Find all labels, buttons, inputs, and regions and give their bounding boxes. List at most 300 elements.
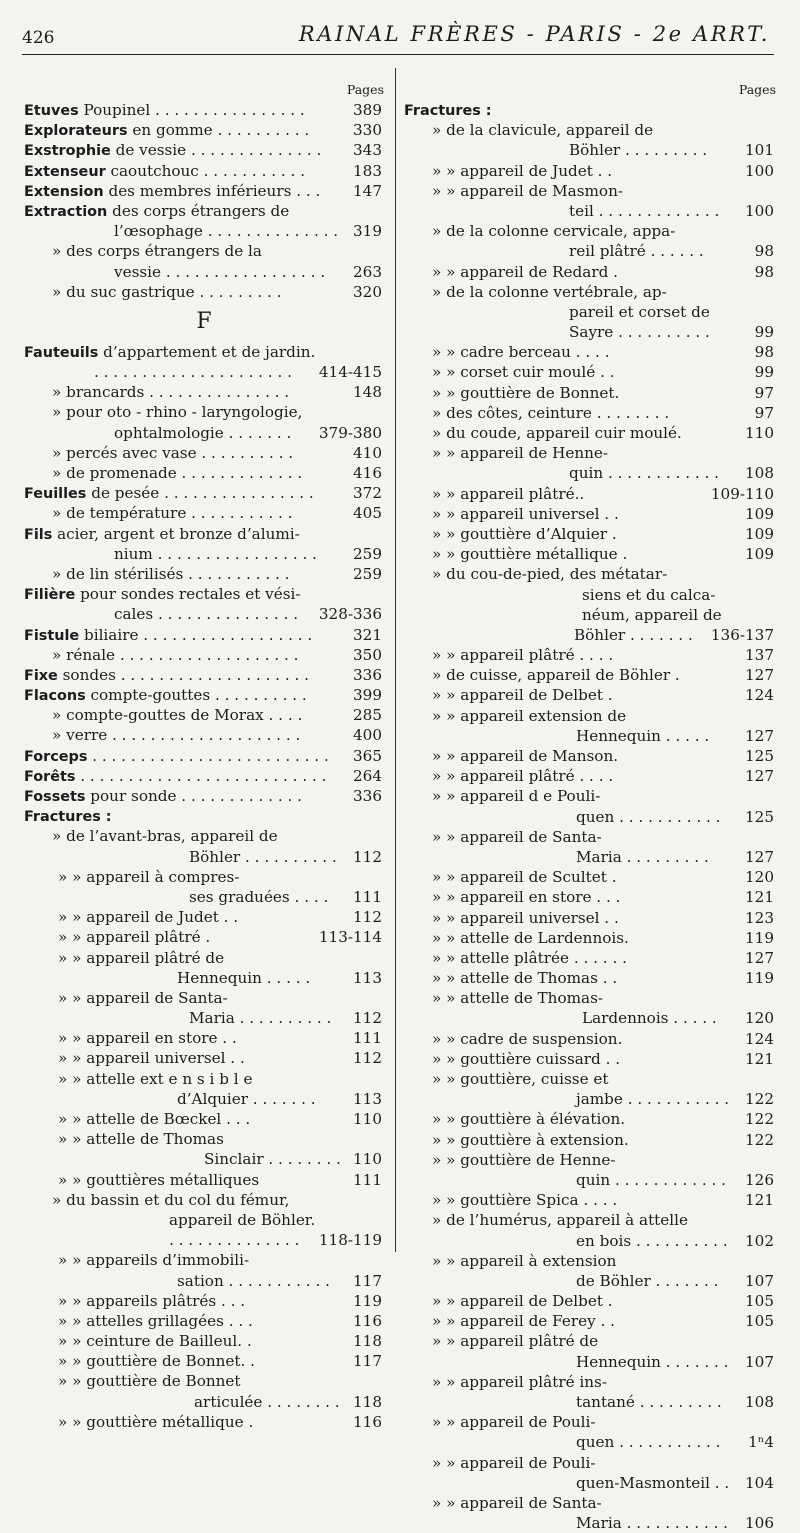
page-ref: 263 — [350, 262, 382, 282]
entry-text: » » appareil en store . . . — [432, 888, 621, 907]
entry-text: en bois . . . . . . . . . . — [576, 1231, 728, 1250]
entry-text: » » gouttières métalliques — [58, 1170, 260, 1189]
index-entry — [404, 1008, 776, 1028]
index-entry — [404, 564, 776, 584]
entry-label — [432, 827, 602, 847]
page-number: 426 — [22, 28, 55, 48]
entry-text: de pesée . . . . . . . . . . . . . . . . — [86, 484, 314, 503]
entry-label — [58, 1129, 224, 1149]
entry-label — [432, 706, 626, 726]
page-ref: 112 — [350, 1048, 382, 1068]
entry-label — [24, 161, 305, 181]
entry-text: » pour oto - rhino - laryngologie, — [52, 403, 303, 422]
entry-label — [52, 725, 300, 745]
entry-label — [576, 847, 709, 867]
page-ref: 98 — [752, 241, 774, 261]
index-entry — [24, 1230, 384, 1250]
entry-text: » » appareil universel . . — [58, 1049, 245, 1068]
entry-label — [58, 867, 239, 887]
entry-text: » » gouttière métallique . — [432, 545, 628, 564]
entry-label — [24, 685, 307, 705]
entry-text: » percés avec vase . . . . . . . . . . — [52, 443, 294, 462]
entry-label — [58, 1291, 245, 1311]
index-entry — [24, 1089, 384, 1109]
entry-label — [432, 1331, 598, 1351]
entry-label — [58, 1351, 255, 1371]
index-entry — [24, 746, 384, 766]
entry-label — [576, 1271, 718, 1291]
index-entry — [24, 1271, 384, 1291]
index-entry — [24, 483, 384, 503]
entry-label — [58, 1250, 249, 1270]
entry-label — [432, 948, 627, 968]
entry-label — [576, 1513, 728, 1533]
index-entry — [404, 100, 776, 120]
index-entry — [404, 827, 776, 847]
entry-text: » » appareil universel . . — [432, 908, 619, 927]
index-entry — [404, 1231, 776, 1251]
entry-label — [58, 948, 224, 968]
index-entry — [404, 181, 776, 201]
entry-text: » » appareil plâtré de — [432, 1332, 599, 1351]
entry-text: » » gouttière de Bonnet — [58, 1372, 241, 1391]
page-ref: 414-415 — [316, 362, 382, 382]
page-ref: 343 — [350, 140, 382, 160]
entry-label — [58, 927, 210, 947]
entry-label — [194, 1392, 340, 1412]
page-ref: 122 — [742, 1109, 774, 1129]
index-entry — [24, 181, 384, 201]
index-entry — [404, 1513, 776, 1533]
page-ref: 113-114 — [316, 927, 382, 947]
index-entry — [24, 1210, 384, 1230]
entry-text: » » appareils plâtrés . . . — [58, 1291, 246, 1310]
entry-text: cales . . . . . . . . . . . . . . . — [114, 605, 299, 624]
entry-heading: Etuves — [24, 103, 79, 119]
index-entry — [24, 786, 384, 806]
entry-text: » » cadre de suspension. — [432, 1029, 623, 1048]
entry-heading: Fistule — [24, 627, 80, 644]
entry-label — [52, 463, 302, 483]
index-entry — [404, 1432, 776, 1452]
index-entry — [404, 887, 776, 907]
index-entry — [404, 161, 776, 181]
entry-label — [404, 100, 492, 120]
entry-label — [576, 726, 709, 746]
index-entry — [24, 221, 384, 241]
page-ref: 109 — [742, 504, 774, 524]
entry-label — [189, 887, 328, 907]
entry-text: sondes . . . . . . . . . . . . . . . . . . . . — [57, 665, 309, 684]
entry-label — [24, 746, 329, 766]
page-ref: 99 — [752, 322, 774, 342]
entry-label — [582, 1008, 717, 1028]
page-ref: 122 — [742, 1130, 774, 1150]
entry-label — [432, 221, 675, 241]
entry-text: » du bassin et du col du fémur, — [52, 1190, 290, 1209]
entry-text: . . . . . . . . . . . . . . . . . . . . . . . . . — [87, 746, 329, 765]
entry-label — [432, 1493, 602, 1513]
entry-text: quin . . . . . . . . . . . . — [576, 1170, 727, 1189]
page-ref: 98 — [752, 262, 774, 282]
index-entry — [404, 1453, 776, 1473]
entry-heading: Feuilles — [24, 486, 87, 503]
entry-text: » » appareil à extension — [432, 1251, 617, 1270]
index-entry — [24, 1311, 384, 1331]
entry-label — [58, 907, 238, 927]
entry-label — [576, 1392, 722, 1412]
entry-text: siens et du calca- — [582, 585, 716, 604]
entry-label — [52, 1190, 289, 1210]
index-entry — [404, 443, 776, 463]
entry-label — [52, 826, 278, 846]
page-ref: 108 — [742, 1392, 774, 1412]
page-ref: 137 — [742, 645, 774, 665]
page-ref: 136-137 — [708, 625, 774, 645]
index-entry — [404, 867, 776, 887]
entry-text: » » attelle de Thomas- — [432, 989, 603, 1008]
page-ref: 100 — [742, 201, 774, 221]
page-ref: 109-110 — [708, 484, 774, 504]
index-entry — [24, 1250, 384, 1270]
entry-label — [432, 524, 617, 544]
entry-label — [569, 322, 710, 342]
entry-heading: Explorateurs — [24, 123, 128, 140]
index-entry — [404, 847, 776, 867]
index-entry — [404, 484, 776, 504]
entry-text: » du suc gastrique . . . . . . . . . — [52, 282, 282, 301]
index-entry — [404, 1412, 776, 1432]
page-ref: 147 — [350, 181, 382, 201]
entry-label — [24, 140, 321, 160]
entry-label — [94, 362, 292, 382]
page-ref: 119 — [350, 1291, 382, 1311]
index-entry — [24, 161, 384, 181]
entry-text: » » appareil plâtré ins- — [432, 1372, 607, 1391]
index-entry — [404, 1311, 776, 1331]
entry-text: » » appareil extension de — [432, 706, 627, 725]
entry-text: quen . . . . . . . . . . . — [576, 807, 721, 826]
entry-text: » » appareil de Manson. — [432, 747, 619, 765]
entry-label — [582, 605, 722, 625]
entry-text: Hennequin . . . . . — [576, 726, 710, 745]
index-entry — [404, 1372, 776, 1392]
index-entry — [404, 968, 776, 988]
index-entry — [24, 140, 384, 160]
entry-label — [432, 282, 667, 302]
entry-label — [52, 503, 293, 523]
page-ref: 117 — [350, 1351, 382, 1371]
index-entry — [24, 1392, 384, 1412]
page-ref: 97 — [752, 403, 774, 423]
index-entry — [404, 625, 776, 645]
pages-heading: Pages — [738, 82, 776, 97]
entry-label — [432, 544, 627, 564]
page-ref: 148 — [350, 382, 382, 402]
page-ref: 126 — [742, 1170, 774, 1190]
page-ref: 120 — [742, 1008, 774, 1028]
entry-label — [189, 1008, 331, 1028]
entry-label — [177, 1271, 330, 1291]
entry-heading: Forceps — [24, 748, 88, 765]
index-entry — [24, 685, 384, 705]
entry-label — [432, 1150, 615, 1170]
entry-text: ophtalmologie . . . . . . . — [114, 423, 292, 442]
page-ref: 105 — [742, 1311, 774, 1331]
index-entry — [404, 524, 776, 544]
page-ref: 102 — [742, 1231, 774, 1251]
entry-label — [432, 1453, 596, 1473]
page-ref: 120 — [742, 867, 774, 887]
index-entry — [404, 685, 776, 705]
page-ref: 99 — [752, 362, 774, 382]
entry-label — [432, 1029, 622, 1049]
entry-text: » » gouttière à élévation. — [432, 1110, 626, 1129]
entry-label — [576, 1231, 728, 1251]
entry-label — [432, 1251, 616, 1271]
entry-label — [432, 564, 667, 584]
entry-label — [52, 564, 289, 584]
page-ref: 379-380 — [316, 423, 382, 443]
entry-text: » » gouttière de Bonnet. — [432, 383, 620, 402]
entry-text: » » appareil de Henne- — [432, 444, 609, 463]
entry-text: de vessie . . . . . . . . . . . . . . — [110, 141, 322, 160]
page-ref: 259 — [350, 544, 382, 564]
entry-text: . . . . . . . . . . . . . . . . . . . . . — [94, 363, 292, 382]
index-entry — [24, 625, 384, 645]
entry-label — [177, 968, 310, 988]
page-ref: 105 — [742, 1291, 774, 1311]
index-entry — [404, 1109, 776, 1129]
entry-label — [114, 423, 291, 443]
page-ref: 389 — [350, 100, 382, 120]
entry-label — [24, 665, 309, 685]
entry-text: » » gouttière de Henne- — [432, 1150, 616, 1169]
page-ref: 264 — [350, 766, 382, 786]
page-ref: 183 — [350, 161, 382, 181]
entry-text: sation . . . . . . . . . . . — [177, 1271, 330, 1290]
entry-label — [24, 786, 302, 806]
entry-label — [58, 1371, 241, 1391]
entry-label — [169, 1230, 299, 1250]
index-entry — [404, 1392, 776, 1412]
index-entry — [404, 1271, 776, 1291]
page-ref: 125 — [742, 746, 774, 766]
index-entry — [404, 766, 776, 786]
entry-label — [576, 1089, 729, 1109]
entry-label — [432, 1049, 620, 1069]
entry-text: » » attelles grillagées . . . — [58, 1311, 253, 1330]
index-entry — [24, 1351, 384, 1371]
page-ref: 113 — [350, 1089, 382, 1109]
page-ref: 101 — [742, 140, 774, 160]
page-ref: 109 — [742, 524, 774, 544]
entry-text: » » gouttière d’Alquier . — [432, 524, 617, 543]
entry-text: » » attelle de Thomas — [58, 1130, 224, 1149]
index-entry — [24, 1028, 384, 1048]
entry-label — [576, 1432, 720, 1452]
page-ref: 124 — [742, 685, 774, 705]
entry-label — [432, 262, 618, 282]
entry-text: biliaire . . . . . . . . . . . . . . . . . . — [79, 625, 313, 644]
page-ref: 321 — [350, 625, 382, 645]
page-ref: 122 — [742, 1089, 774, 1109]
index-entry — [24, 1371, 384, 1391]
entry-label — [114, 262, 325, 282]
entry-label — [114, 544, 317, 564]
entry-label — [58, 1412, 253, 1432]
index-entry — [24, 927, 384, 947]
entry-label — [24, 524, 300, 544]
index-entry — [24, 968, 384, 988]
index-entry — [404, 786, 776, 806]
index-entry — [24, 1149, 384, 1169]
entry-label — [432, 1210, 688, 1230]
entry-text: Sinclair . . . . . . . . — [204, 1150, 341, 1169]
page-ref: 259 — [350, 564, 382, 584]
index-entry — [24, 766, 384, 786]
page-ref: 285 — [350, 705, 382, 725]
entry-label — [432, 423, 682, 443]
page-ref: 118 — [350, 1331, 382, 1351]
column-divider — [395, 68, 396, 1252]
page-ref: 328-336 — [316, 604, 382, 624]
entry-text: » » gouttière, cuisse et — [432, 1070, 609, 1088]
entry-label — [432, 1291, 613, 1311]
entry-label — [24, 120, 309, 140]
entry-heading: Extraction — [24, 203, 108, 220]
page-ref: 123 — [742, 908, 774, 928]
entry-label — [24, 100, 305, 120]
page-ref: 118-119 — [316, 1230, 382, 1250]
entry-label — [189, 847, 337, 867]
page-ref: 107 — [742, 1271, 774, 1291]
entry-text: » de la colonne cervicale, appa- — [432, 222, 676, 241]
entry-text: acier, argent et bronze d’alumi- — [52, 524, 300, 543]
index-entry — [24, 503, 384, 523]
entry-label — [574, 625, 693, 645]
entry-text: Sayre . . . . . . . . . . — [569, 323, 710, 342]
index-entry — [24, 907, 384, 927]
entry-text: Hennequin . . . . . — [177, 968, 311, 987]
page-ref: 104 — [742, 1473, 774, 1493]
index-entry — [404, 1473, 776, 1493]
index-entry — [24, 443, 384, 463]
page-ref: 100 — [742, 161, 774, 181]
index-entry — [24, 1412, 384, 1432]
entry-text: jambe . . . . . . . . . . . — [576, 1090, 730, 1109]
entry-label — [569, 463, 719, 483]
index-entry — [404, 706, 776, 726]
entry-label — [432, 120, 653, 140]
entry-text: Böhler . . . . . . . — [574, 625, 693, 644]
index-entry — [404, 423, 776, 443]
entry-label — [169, 1210, 315, 1230]
entry-text: » » cadre berceau . . . . — [432, 343, 610, 362]
entry-text: » » appareil de Masmon- — [432, 181, 623, 200]
entry-text: » compte-gouttes de Morax . . . . — [52, 706, 303, 725]
index-entry — [404, 1130, 776, 1150]
index-entry — [404, 1352, 776, 1372]
entry-text: » » appareil plâtré.. — [432, 484, 585, 503]
index-entry — [24, 806, 384, 826]
entry-text: » » appareils d’immobili- — [58, 1251, 250, 1270]
entry-label — [58, 1069, 252, 1089]
entry-text: » » appareil de Scultet . — [432, 868, 617, 887]
entry-heading: Fossets — [24, 789, 86, 805]
entry-label — [177, 1089, 316, 1109]
entry-label — [432, 362, 615, 382]
page-ref: 121 — [742, 887, 774, 907]
index-entry — [24, 826, 384, 846]
pages-heading: Pages — [346, 82, 384, 97]
entry-label — [52, 443, 293, 463]
entry-text: compte-gouttes . . . . . . . . . . — [85, 686, 307, 705]
index-entry — [404, 282, 776, 302]
index-entry — [24, 262, 384, 282]
entry-heading: Exstrophie — [24, 143, 111, 160]
entry-label — [58, 988, 228, 1008]
entry-label — [432, 746, 618, 766]
index-entry — [404, 463, 776, 483]
entry-text: tantané . . . . . . . . . — [576, 1393, 722, 1411]
entry-text: » de l’avant-bras, appareil de — [52, 827, 278, 846]
page-ref: 108 — [742, 463, 774, 483]
entry-text: » » appareil en store . . — [58, 1029, 237, 1048]
entry-text: » » appareil de Judet . . — [432, 161, 613, 180]
entry-text: Böhler . . . . . . . . . — [569, 141, 708, 160]
entry-label — [432, 161, 612, 181]
entry-heading: Flacons — [24, 688, 86, 705]
page-ref: 119 — [742, 928, 774, 948]
entry-label — [432, 504, 619, 524]
index-entry — [24, 201, 384, 221]
index-entry — [404, 504, 776, 524]
entry-label — [58, 1109, 250, 1129]
index-entry — [404, 1493, 776, 1513]
page-ref: 336 — [350, 665, 382, 685]
entry-label — [24, 342, 315, 362]
entry-text: en gomme . . . . . . . . . . — [127, 121, 310, 140]
entry-label — [432, 867, 617, 887]
index-entry — [404, 928, 776, 948]
entry-text: » » appareil de Delbet . — [432, 686, 613, 705]
index-entry — [404, 403, 776, 423]
index-entry — [404, 383, 776, 403]
entry-label — [432, 403, 669, 423]
entry-heading: Fils — [24, 526, 53, 543]
page-ref: 330 — [350, 120, 382, 140]
entry-text: quin . . . . . . . . . . . . — [569, 464, 720, 483]
index-entry — [404, 1049, 776, 1069]
entry-text: » » appareil de Judet . . — [58, 908, 239, 927]
running-title: RAINAL FRÈRES - PARIS - 2e ARRT. — [298, 22, 770, 46]
index-entry — [24, 725, 384, 745]
entry-text: » » appareil de Ferey . . — [432, 1312, 615, 1331]
entry-label — [432, 342, 610, 362]
index-entry — [24, 948, 384, 968]
entry-text: » » appareil de Pouli- — [432, 1453, 596, 1472]
entry-label — [58, 1311, 253, 1331]
entry-text: » » appareil universel . . — [432, 504, 619, 523]
index-entry — [404, 908, 776, 928]
entry-label — [432, 1069, 608, 1089]
page-ref: 113 — [350, 968, 382, 988]
entry-text: d’appartement et de jardin. — [98, 342, 316, 361]
page-ref: 405 — [350, 503, 382, 523]
entry-text: Maria . . . . . . . . . — [576, 847, 709, 866]
entry-text: » » gouttière Spica . . . . — [432, 1191, 618, 1210]
